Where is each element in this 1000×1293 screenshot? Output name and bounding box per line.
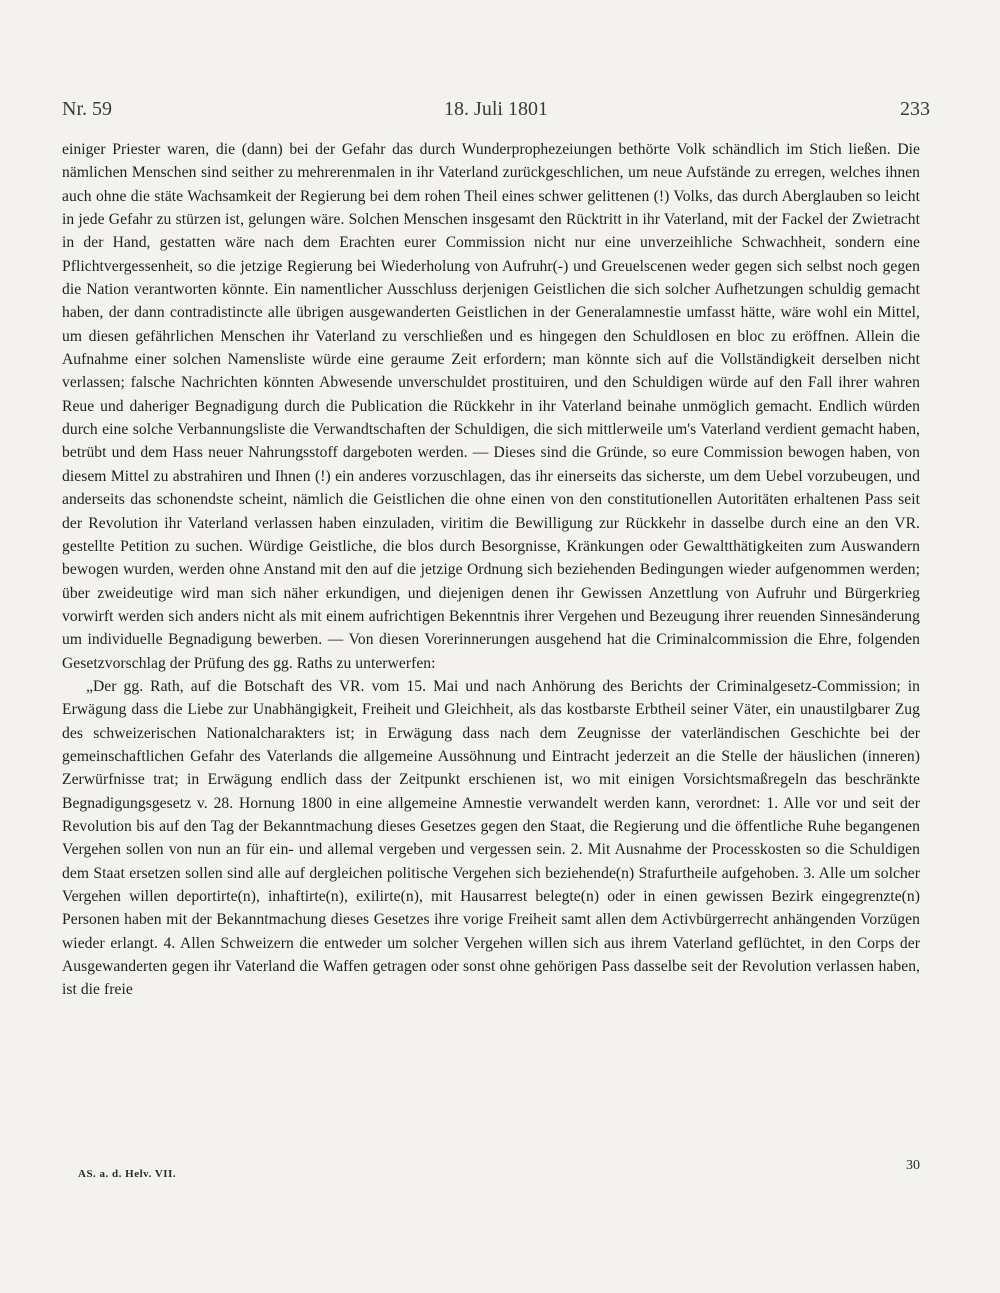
page-number: 233: [900, 98, 930, 120]
page-footer: [78, 1158, 920, 1182]
sheet-number: 30: [906, 1158, 920, 1173]
paragraph: einiger Priester waren, die (dann) bei der Gefahr das durch Wunderprophezeiungen bethörte Volk schändlich im Stich ließen. Die nämlichen Menschen sind seither zu mehrerenmalen in ihr Vaterland zurückgeschlichen, um neue Aufstände zu erregen, welches ihnen auch ohne die stäte Wachsamkeit der Regierung bei dem rohen Theil eines schwer gelittenen (!) Volks, das durch Aberglauben so leicht in jede Gefahr zu stürzen ist, gelungen wäre. Solchen Menschen insgesamt den Rücktritt in ihr Vaterland, mit der Fackel der Zwietracht in der Hand, gestatten wäre nach dem Erachten eurer Commission nicht nur eine unverzeihliche Schwachheit, sondern eine Pflichtvergessenheit, so die jetzige Regierung bei Wiederholung von Aufruhr(-) und Greuelscenen weder gegen sich selbst noch gegen die Nation verantworten könnte. Ein namentlicher Ausschluss derjenigen Geistlichen die sich solcher Aufhetzungen schuldig gemacht haben, der dann contradistincte alle übrigen ausgewanderten Geistlichen in der Generalamnestie umfasst hätte, wäre wohl ein Mittel, um diesen gefährlichen Menschen ihr Vaterland zu verschließen und es hingegen den Schuldlosen en bloc zu eröffnen. Allein die Aufnahme einer solchen Namensliste würde eine geraume Zeit erfordern; man könnte sich auf die Vollständigkeit derselben nicht verlassen; falsche Nachrichten könnten Abwesende unverschuldet prostituiren, und den Schuldigen würde auf den Fall ihrer wahren Reue und daheriger Begnadigung durch die Publication die Rückkehr in ihr Vaterland beinahe unmöglich gemacht. Endlich würden durch eine solche Verbannungsliste die Verwandtschaften der Schuldigen, die sich mittlerweile um's Vaterland verdient gemacht haben, betrübt und dem Hass neuer Nahrungsstoff dargeboten werden. — Dieses sind die Gründe, so eure Commission bewogen haben, von diesem Mittel zu abstrahiren und Ihnen (!) ein anderes vorzuschlagen, das ihr einerseits das sicherste, um dem Uebel vorzubeugen, und anderseits das schonendste scheint, nämlich die Geistlichen die ohne einen von den constitutionellen Autoritäten erhaltenen Pass seit der Revolution ihr Vaterland verlassen haben einzuladen, viritim die Bewilligung zur Rückkehr in dasselbe durch eine an den VR. gestellte Petition zu suchen. Würdige Geistliche, die blos durch Besorgnisse, Kränkungen oder Gewaltthätigkeiten zum Auswandern bewogen wurden, werden ohne Anstand mit den auf die jetzige Ordnung sich beziehenden Bedingungen wieder aufgenommen werden; über zweideutige wird man sich näher erkundigen, und diejenigen denen ihr Gewissen Anzettlung von Aufruhr und Bürgerkrieg vorwirft werden sich anders nicht als mit einem aufrichtigen Bekenntnis ihrer Vergehen und Bezeugung ihrer reuenden Sinnesänderung um individuelle Begnadigung bewerben. — Von diesen Vorerinnerungen ausgehend hat die Criminalcommission die Ehre, folgenden Gesetzvorschlag der Prüfung des gg. Raths zu unterwerfen:: [62, 141, 920, 672]
sheet-signature: AS. a. d. Helv. VII.: [78, 1168, 177, 1180]
body-text: [62, 138, 920, 1002]
running-header: [62, 98, 930, 122]
document-number: Nr. 59: [62, 98, 112, 120]
document-date: 18. Juli 1801: [444, 98, 548, 120]
paragraph: „Der gg. Rath, auf die Botschaft des VR. vom 15. Mai und nach Anhörung des Berichts der Criminalgesetz-Commission; in Erwägung dass die Liebe zur Unabhängigkeit, Freiheit und Gleichheit, als das kostbarste Erbtheil seiner Väter, ein unaustilgbarer Zug des schweizerischen Nationalcharakters ist; in Erwägung dass nach dem Zeugnisse der vaterländischen Geschichte bei der gemeinschaftlichen Gefahr des Vaterlands die allgemeine Aussöhnung und Eintracht jederzeit an die Stelle der häuslichen (inneren) Zerwürfnisse trat; in Erwägung endlich dass der Zeitpunkt erschienen ist, wo mit einigen Vorsichtsmaßregeln das beschränkte Begnadigungsgesetz v. 28. Hornung 1800 in eine allgemeine Amnestie verwandelt werden kann, verordnet: 1. Alle vor und seit der Revolution bis auf den Tag der Bekanntmachung dieses Gesetzes gegen den Staat, die Regierung und die öffentliche Ruhe begangenen Vergehen sollen von nun an für ein- und allemal vergeben und vergessen sein. 2. Mit Ausnahme der Processkosten so die Schuldigen dem Staat ersetzen sollen sind alle auf dergleichen politische Vergehen sich beziehende(n) Strafurtheile aufgehoben. 3. Alle um solcher Vergehen willen deportirte(n), inhaftirte(n), exilirte(n), mit Hausarrest belegte(n) oder in einen gewissen Bezirk eingegrenzte(n) Personen haben mit der Bekanntmachung dieses Gesetzes ihre vorige Freiheit samt allen dem Activbürgerrecht anhängenden Vorzügen wieder erlangt. 4. Allen Schweizern die entweder um solcher Vergehen willen sich aus ihrem Vaterland geflüchtet, in den Corps der Ausgewanderten gegen ihr Vaterland die Waffen getragen oder sonst ohne gehörigen Pass dasselbe seit der Revolution verlassen haben, ist die freie: [62, 677, 920, 999]
